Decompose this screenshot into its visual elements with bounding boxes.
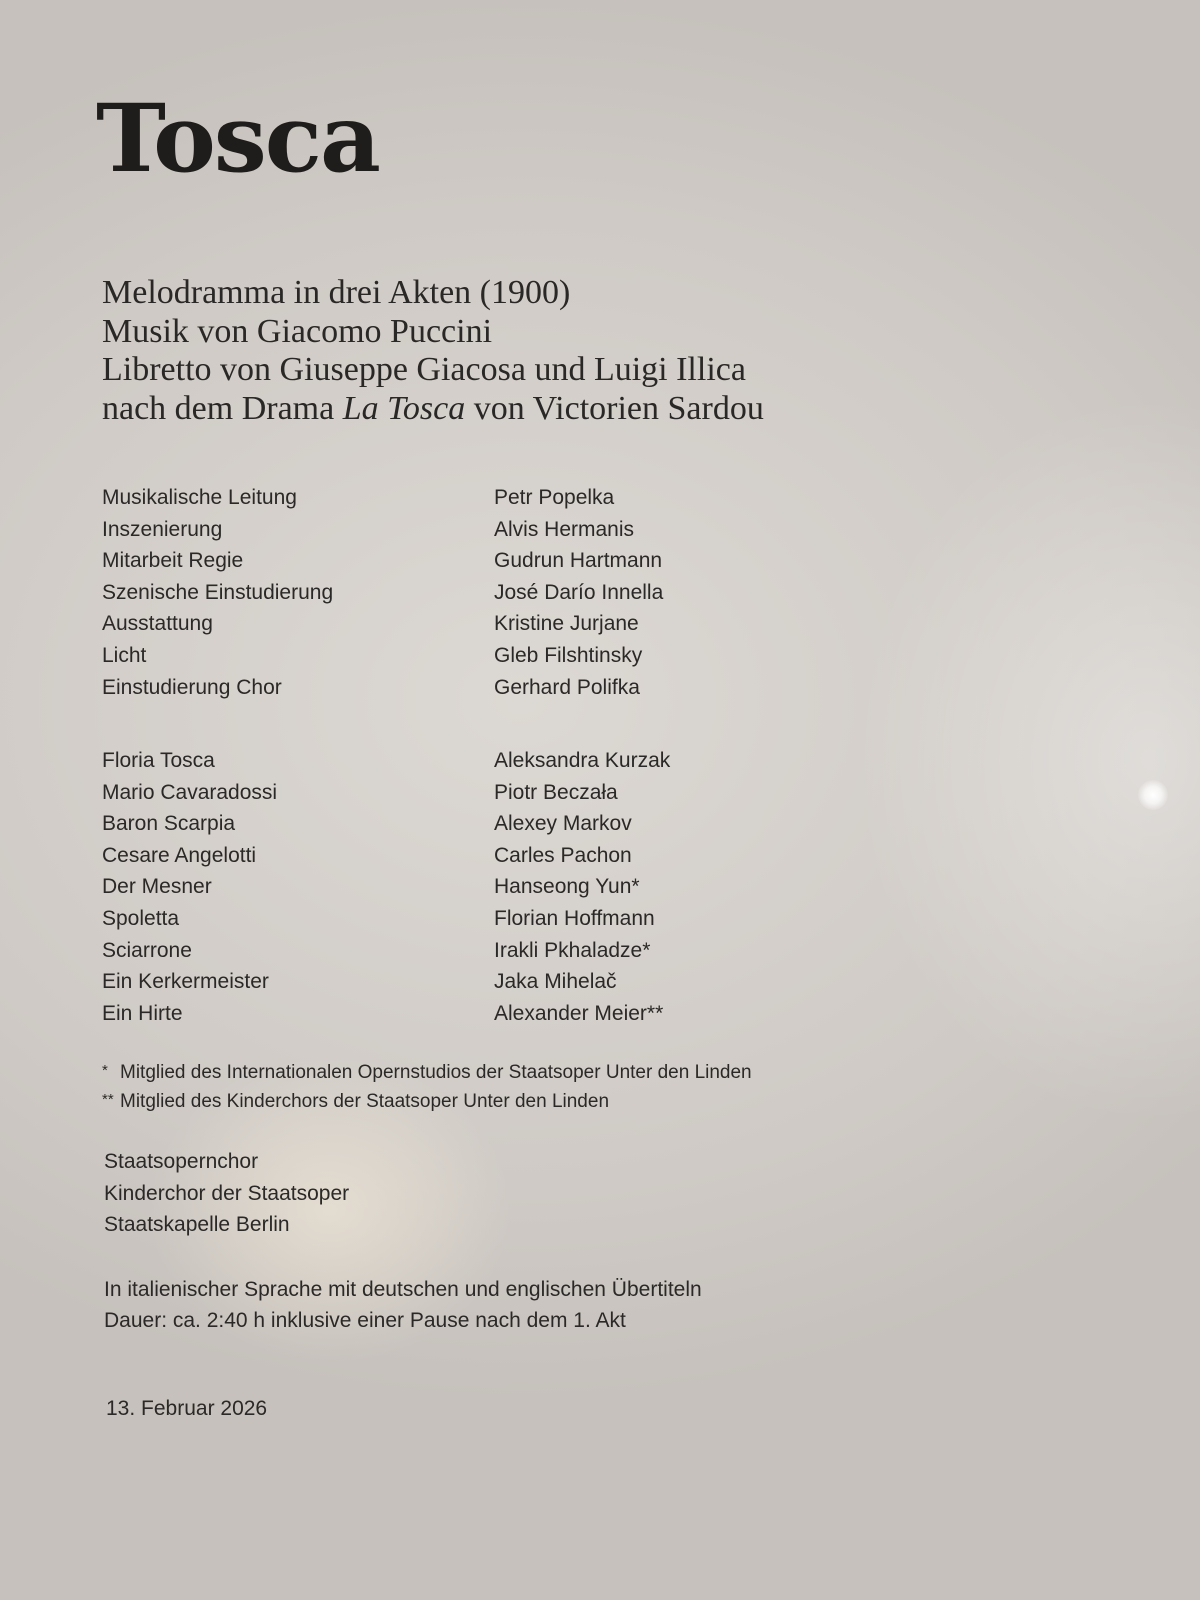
ensemble-item: Kinderchor der Staatsoper bbox=[104, 1181, 350, 1205]
credit-role: Szenische Einstudierung bbox=[102, 580, 334, 604]
cast-name: Hanseong Yun* bbox=[494, 875, 640, 899]
genre-line: Melodramma in drei Akten (1900) bbox=[102, 274, 571, 311]
credit-role: Licht bbox=[102, 643, 147, 667]
duration-note: Dauer: ca. 2:40 h inklusive einer Pause nach dem 1. Akt bbox=[104, 1309, 626, 1332]
cast-name: Alexey Markov bbox=[494, 812, 632, 836]
credit-name: Kristine Jurjane bbox=[494, 612, 639, 636]
footnote-text: Mitglied des Internationalen Opernstudios der Staatsoper Unter den Linden bbox=[120, 1062, 752, 1083]
cast-name: Aleksandra Kurzak bbox=[494, 749, 671, 772]
credit-name: José Darío Innella bbox=[494, 580, 664, 604]
source-line-suffix: von Victorien Sardou bbox=[465, 389, 764, 427]
source-line bbox=[102, 390, 764, 429]
libretto-line: Libretto von Giuseppe Giacosa und Luigi Illica bbox=[102, 351, 746, 388]
cast-name: Jaka Mihelač bbox=[494, 970, 617, 994]
cast-role: Cesare Angelotti bbox=[102, 843, 257, 867]
performance-date: 13. Februar 2026 bbox=[106, 1397, 268, 1420]
cast-role: Der Mesner bbox=[102, 875, 212, 899]
credit-role: Ausstattung bbox=[102, 612, 213, 636]
ensemble-item: Staatskapelle Berlin bbox=[104, 1213, 290, 1236]
work-description bbox=[102, 274, 764, 428]
cast-name: Alexander Meier** bbox=[494, 1001, 664, 1025]
source-line-prefix: nach dem Drama bbox=[102, 389, 343, 427]
credit-name: Gudrun Hartmann bbox=[494, 549, 663, 573]
performance-info bbox=[104, 1274, 702, 1336]
footnote-mark: * bbox=[102, 1062, 108, 1079]
cast-role: Sciarrone bbox=[102, 938, 192, 962]
credit-role: Mitarbeit Regie bbox=[102, 549, 244, 573]
footnote bbox=[102, 1057, 752, 1086]
cast-role: Baron Scarpia bbox=[102, 812, 236, 836]
cast-name: Florian Hoffmann bbox=[494, 906, 655, 930]
credit-role: Einstudierung Chor bbox=[102, 675, 282, 699]
footnote-mark: ** bbox=[102, 1091, 114, 1108]
ensemble-item: Staatsopernchor bbox=[104, 1150, 259, 1173]
footnote-text: Mitglied des Kinderchors der Staatsoper Unter den Linden bbox=[120, 1091, 610, 1112]
light-reflection bbox=[1138, 780, 1168, 810]
credit-name: Petr Popelka bbox=[494, 486, 615, 509]
cast-role: Floria Tosca bbox=[102, 749, 215, 772]
credit-role: Musikalische Leitung bbox=[102, 486, 297, 509]
credit-name: Gleb Filshtinsky bbox=[494, 643, 643, 667]
cast-name: Piotr Beczała bbox=[494, 780, 618, 804]
credit-name: Alvis Hermanis bbox=[494, 517, 635, 541]
ensembles-list bbox=[104, 1146, 349, 1241]
source-work-title: La Tosca bbox=[342, 389, 466, 427]
cast-role: Ein Hirte bbox=[102, 1001, 183, 1025]
credit-name: Gerhard Polifka bbox=[494, 675, 640, 699]
footnote bbox=[102, 1086, 752, 1115]
credit-role: Inszenierung bbox=[102, 517, 223, 541]
composer-line: Musik von Giacomo Puccini bbox=[102, 312, 493, 350]
cast-name: Irakli Pkhaladze* bbox=[494, 938, 651, 962]
cast-role: Mario Cavaradossi bbox=[102, 780, 278, 804]
cast-role: Spoletta bbox=[102, 906, 180, 930]
cast-role: Ein Kerkermeister bbox=[102, 970, 269, 994]
page-title: Tosca bbox=[96, 84, 379, 194]
cast-name: Carles Pachon bbox=[494, 843, 632, 867]
language-note: In italienischer Sprache mit deutschen und englischen Übertiteln bbox=[104, 1278, 702, 1301]
footnotes bbox=[102, 1057, 752, 1115]
